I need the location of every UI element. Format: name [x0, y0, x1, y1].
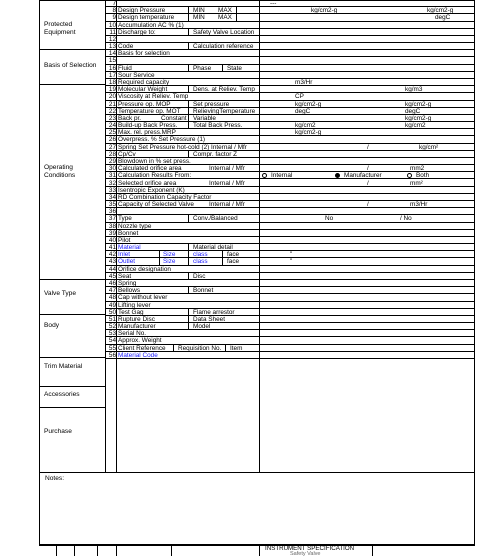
cell-divider: [259, 287, 260, 293]
section-separator: [39, 472, 475, 473]
row-24-unit-2: kg/cm2: [405, 122, 426, 130]
row-27-slash: /: [367, 143, 369, 151]
cell-divider: [259, 65, 260, 71]
row-10: [105, 22, 474, 29]
row-26: [105, 136, 474, 143]
row-21-unit-1: kg/cm2-g: [295, 100, 322, 108]
row-number: 7: [112, 0, 116, 7]
row-35: [105, 201, 474, 208]
row-27-label: Spring Set Pressure hot-cold (2) Internal / Mfr: [118, 143, 247, 151]
cell-divider: [188, 251, 189, 257]
row-number: 25: [108, 129, 116, 137]
row-35-unit: m3/Hr: [410, 201, 428, 209]
row-number: 47: [108, 287, 116, 295]
row-37-value-2: / No: [400, 215, 412, 223]
row-21-unit-2: kg/cm2-g: [405, 100, 432, 108]
row-52-label: Manufacturer: [118, 323, 156, 331]
row-48: [105, 294, 474, 301]
row-42-label: Inlet: [118, 251, 131, 259]
row-43-class: class: [193, 258, 208, 266]
cell-divider: [259, 251, 260, 257]
row-42: [105, 251, 474, 258]
row-number: 44: [108, 265, 116, 273]
cell-divider: [188, 86, 189, 92]
cell-divider: [159, 251, 160, 257]
row-32: [105, 180, 474, 187]
row-9-unit-2: degC: [435, 14, 451, 22]
row-16: [105, 65, 474, 72]
row-23-unit-2: kg/cm2-g: [405, 114, 432, 122]
row-number: 20: [108, 93, 116, 101]
row-number: 26: [108, 136, 116, 144]
cell-divider: [259, 101, 260, 107]
cell-divider: [259, 309, 260, 315]
row-53: [105, 330, 474, 337]
row-42-face: face: [227, 251, 240, 259]
row-55-item: Item: [230, 344, 243, 352]
row-22-label: Temperature op. MOT: [118, 107, 181, 115]
cell-divider: [188, 309, 189, 315]
row-number: 9: [112, 14, 116, 22]
footer-cell-1: [56, 545, 57, 556]
row-32-unit: mm²: [410, 179, 423, 187]
row-34-label: RD Combination Capacity Factor: [118, 193, 212, 201]
row-21-label: Pressure op. MOP: [118, 100, 171, 108]
row-30: [105, 165, 474, 172]
row-9-min: MIN: [193, 14, 205, 22]
row-19-sublabel: Dens. at Reliev. Temp: [193, 86, 255, 94]
cell-divider: [188, 215, 189, 221]
row-number: 23: [108, 114, 116, 122]
row-22: [105, 108, 474, 115]
row-13-label: Code: [118, 43, 134, 51]
row-number: 22: [108, 107, 116, 115]
row-56-label: Material Code: [118, 351, 158, 359]
row-37-label: Type: [118, 215, 132, 223]
cell-divider: [188, 323, 189, 329]
cell-divider: [188, 7, 189, 13]
row-number: 14: [108, 50, 116, 58]
row-53-label: Serial No.: [118, 330, 147, 338]
row-30-label: Calculated orifice area: [118, 165, 182, 173]
row-number: 49: [108, 301, 116, 309]
row-24: [105, 122, 474, 129]
row-43-mark: ": [290, 258, 293, 266]
row-49: [105, 302, 474, 309]
row-11: [105, 29, 474, 36]
row-number: 19: [108, 86, 116, 94]
row-14: [105, 50, 474, 57]
row-32-slash: /: [367, 179, 369, 187]
row-18: [105, 79, 474, 86]
row-43-label: Outlet: [118, 258, 136, 266]
row-12: [105, 36, 474, 43]
row-13: [105, 43, 474, 50]
cell-divider: [259, 86, 260, 92]
footer-cell-4: [116, 545, 117, 556]
row-number: 13: [108, 43, 116, 51]
cell-divider: [259, 43, 260, 49]
row-48-label: Cap without lever: [118, 294, 168, 302]
row-45: [105, 273, 474, 280]
row-number: 34: [108, 193, 116, 201]
cell-divider: [236, 7, 237, 13]
cell-divider: [222, 258, 223, 264]
row-28-sublabel: Compr. factor Z: [193, 150, 238, 158]
footer-cell-6: [259, 545, 260, 556]
cell-divider: [259, 258, 260, 264]
row-41-label: Material: [118, 244, 141, 252]
section-purchase: Purchase: [44, 428, 72, 435]
row-number: 45: [108, 272, 116, 280]
row-37-value-1: No: [325, 215, 334, 223]
row-number: 50: [108, 308, 116, 316]
row-25-unit-1: kg/cm2-g: [295, 129, 322, 137]
cell-divider: [259, 244, 260, 250]
row-number: 46: [108, 280, 116, 288]
cell-divider: [222, 65, 223, 71]
row-number: 16: [108, 64, 116, 72]
row-33-label: Isentropic Exponent (K): [118, 186, 185, 194]
row-40: [105, 237, 474, 244]
cell-divider: [259, 215, 260, 221]
cell-divider: [259, 29, 260, 35]
cell-divider: [188, 29, 189, 35]
row-21: [105, 101, 474, 108]
row-56: [105, 352, 474, 359]
row-17: [105, 72, 474, 79]
row-31: [105, 172, 474, 179]
row-8-label: Design Pressure: [118, 7, 166, 15]
row-18-unit-1: m3/Hr: [295, 78, 313, 86]
cell-divider: [259, 273, 260, 279]
cell-divider: [188, 273, 189, 279]
row-18-label: Required capacity: [118, 78, 170, 86]
cell-divider: [222, 251, 223, 257]
row-29-label: Blowdown in % set press.: [118, 157, 191, 165]
row-22-unit-2: degC: [405, 107, 421, 115]
row-37: [105, 215, 474, 222]
row-27: [105, 144, 474, 151]
row-number: 10: [108, 21, 116, 29]
row-40-label: Pilot: [118, 236, 131, 244]
row-43: [105, 258, 474, 265]
section-body: Body: [44, 322, 60, 329]
row-7-value: ---: [270, 0, 277, 7]
row-35-label: Capacity of Selected Valve: [118, 201, 194, 209]
row-52: [105, 323, 474, 330]
section-separator: [39, 357, 105, 358]
row-50: [105, 309, 474, 316]
row-35-slash: /: [367, 201, 369, 209]
radio-button-icon[interactable]: [335, 173, 340, 178]
row-20-unit-1: CP: [295, 93, 304, 101]
row-number: 18: [108, 78, 116, 86]
cell-divider: [259, 14, 260, 20]
row-number: 51: [108, 315, 116, 323]
footer-title: INSTRUMENT SPECIFICATION: [265, 545, 355, 552]
row-number: 17: [108, 71, 116, 79]
section-operating-conditions: Operating Conditions: [44, 164, 76, 179]
cell-divider: [188, 101, 189, 107]
row-number: 40: [108, 236, 116, 244]
row-25: [105, 129, 474, 136]
cell-divider: [259, 345, 260, 351]
row-number: 31: [108, 172, 116, 180]
row-54-label: Approx. Weight: [118, 337, 162, 345]
row-44: [105, 266, 474, 273]
calc-results-manufacturer-label: Manufacturer: [344, 172, 382, 180]
row-number: 43: [108, 258, 116, 266]
row-21-sublabel: Set pressure: [193, 100, 230, 108]
row-39: [105, 230, 474, 237]
row-number: 29: [108, 157, 116, 165]
row-23-label-2: Constant: [161, 114, 187, 122]
row-43-size: Size: [163, 258, 176, 266]
row-26-label: Overpress. % Set Pressure (1): [118, 136, 206, 144]
section-accessories: Accessories: [44, 391, 80, 398]
row-24-unit-1: kg/cm2: [295, 122, 316, 130]
cell-divider: [188, 65, 189, 71]
row-8-max: MAX: [218, 7, 232, 15]
calc-results-both-option[interactable]: [407, 172, 429, 179]
row-30-unit: mm2: [410, 165, 425, 173]
cell-divider: [259, 115, 260, 121]
row-23-label: Back pr.: [118, 114, 142, 122]
row-16-label: Fluid: [118, 64, 132, 72]
cell-divider: [188, 258, 189, 264]
row-47-label: Bellows: [118, 287, 141, 295]
row-22-sublabel: RelievingTemperature: [193, 107, 256, 115]
row-51-label: Rupture Disc: [118, 315, 155, 323]
calc-results-both-label: Both: [416, 172, 430, 180]
row-29: [105, 158, 474, 165]
row-47-sublabel: Bonnet: [193, 287, 214, 295]
row-number: 56: [108, 351, 116, 359]
row-45-label: Seat: [118, 272, 132, 280]
row-42-size: Size: [163, 251, 176, 259]
row-55-requisition: Requisition No.: [178, 344, 222, 352]
row-8: [105, 7, 474, 14]
footer-cell-7: [372, 545, 373, 556]
row-13-sublabel: Calculation reference: [193, 43, 254, 51]
cell-divider: [188, 244, 189, 250]
row-35-sublabel: Internal / Mfr: [209, 201, 245, 209]
row-50-sublabel: Flame arrestor: [193, 308, 235, 316]
row-25-label: Max. rel. press.MRP: [118, 129, 176, 137]
row-number: 39: [108, 229, 116, 237]
row-24-label: Build-up Back Press.: [118, 122, 178, 130]
row-23-sublabel: Variable: [193, 114, 216, 122]
row-24-sublabel: Total Back Press.: [193, 122, 243, 130]
cell-divider: [259, 7, 260, 13]
cell-divider: [188, 287, 189, 293]
cell-divider: [225, 345, 226, 351]
row-42-class: class: [193, 251, 208, 259]
row-number: 32: [108, 179, 116, 187]
cell-divider: [173, 345, 174, 351]
section-trim-material: Trim Material: [44, 363, 83, 370]
row-33: [105, 187, 474, 194]
row-46: [105, 280, 474, 287]
calc-results-internal-option[interactable]: [262, 172, 292, 179]
row-41: [105, 244, 474, 251]
row-number: 21: [108, 100, 116, 108]
cell-divider: [188, 151, 189, 157]
cell-divider: [159, 258, 160, 264]
row-11-label: Discharge to:: [118, 28, 156, 36]
row-51: [105, 316, 474, 323]
row-39-label: Bonnet: [118, 229, 139, 237]
row-number: 35: [108, 201, 116, 209]
section-separator: [39, 407, 105, 408]
row-number: 38: [108, 222, 116, 230]
radio-button-icon[interactable]: [407, 173, 412, 178]
row-44-label: Orifice designation: [118, 265, 171, 273]
cell-divider: [188, 43, 189, 49]
row-number: 27: [108, 143, 116, 151]
row-number: 24: [108, 122, 116, 130]
section-separator: [39, 84, 105, 85]
row-number: 36: [108, 208, 116, 216]
row-11-sublabel: Safety Valve Location: [193, 28, 255, 36]
row-14-label: Basis for selection: [118, 50, 170, 58]
row-32-sublabel: Internal / Mfr: [209, 179, 245, 187]
row-15: [105, 57, 474, 64]
cell-divider: [236, 14, 237, 20]
row-47: [105, 287, 474, 294]
row-22-unit-1: degC: [295, 107, 311, 115]
cell-divider: [259, 122, 260, 128]
row-34: [105, 194, 474, 201]
row-30-sublabel: Internal / Mfr: [209, 165, 245, 173]
row-50-label: Test Gag: [118, 308, 144, 316]
row-number: 12: [108, 35, 116, 43]
row-38: [105, 223, 474, 230]
cell-divider: [188, 122, 189, 128]
row-37-sublabel: Conv./Balanced: [193, 215, 238, 223]
row-19-unit-2: kg/m3: [405, 86, 423, 94]
radio-button-icon[interactable]: [262, 173, 267, 178]
calc-results-internal-label: Internal: [271, 172, 293, 180]
row-54: [105, 337, 474, 344]
row-31-label: Calculation Results From:: [118, 172, 192, 180]
row-45-sublabel: Disc: [193, 272, 206, 280]
row-55: [105, 345, 474, 352]
cell-divider: [188, 14, 189, 20]
row-41-sublabel: Material detail: [193, 244, 233, 252]
row-number: 53: [108, 330, 116, 338]
calc-results-manufacturer-option[interactable]: [335, 172, 382, 179]
row-number: 8: [112, 7, 116, 15]
row-number: 48: [108, 294, 116, 302]
row-23: [105, 115, 474, 122]
row-number: 41: [108, 244, 116, 252]
row-9: [105, 14, 474, 21]
row-20-label: Viscosity at Reliev. Temp: [118, 93, 189, 101]
row-32-label: Selected orifice area: [118, 179, 177, 187]
footer-divider: [39, 545, 475, 557]
section-valve-type: Valve Type: [44, 290, 77, 297]
section-separator: [39, 279, 105, 280]
row-52-sublabel: Model: [193, 323, 211, 331]
row-43-face: face: [227, 258, 240, 266]
row-number: 37: [108, 215, 116, 223]
footer-cell-2: [74, 545, 75, 556]
row-number: 42: [108, 251, 116, 259]
cell-divider: [188, 115, 189, 121]
footer-subtitle: Safety Valve: [290, 551, 321, 557]
row-8-unit-1: kg/cm2-g: [311, 7, 338, 15]
row-51-sublabel: Data Sheet: [193, 315, 225, 323]
row-19: [105, 86, 474, 93]
row-number: 30: [108, 165, 116, 173]
row-36: [105, 208, 474, 215]
row-number: 33: [108, 186, 116, 194]
row-55-label: Client Reference: [118, 344, 166, 352]
section-separator: [39, 314, 105, 315]
row-30-slash: /: [367, 165, 369, 173]
row-16-state: State: [227, 64, 242, 72]
row-10-label: Accumulation AC % (1): [118, 21, 184, 29]
row-9-max: MAX: [218, 14, 232, 22]
section-basis-of-selection: Basis of Selection: [44, 62, 97, 69]
section-separator: [39, 49, 105, 50]
row-number: 54: [108, 337, 116, 345]
footer-cell-3: [97, 545, 98, 556]
row-28-label: Cp/Cv: [118, 150, 136, 158]
notes-label: Notes:: [45, 475, 65, 482]
row-number: 52: [108, 323, 116, 331]
cell-divider: [259, 316, 260, 322]
section-separator: [39, 386, 105, 387]
row-20: [105, 93, 474, 100]
row-number: 15: [108, 57, 116, 65]
row-17-label: Sour Service: [118, 71, 155, 79]
row-9-label: Design temperature: [118, 14, 175, 22]
row-8-unit-2: kg/cm2-g: [427, 7, 454, 15]
row-number: 11: [109, 28, 116, 36]
cell-divider: [259, 108, 260, 114]
row-46-label: Spring: [118, 280, 137, 288]
footer-cell-5: [171, 545, 172, 556]
row-42-mark: ": [290, 251, 293, 259]
row-19-label: Molecular Weight: [118, 86, 168, 94]
row-number: 28: [108, 150, 116, 158]
row-38-label: Nozzle type: [118, 222, 152, 230]
row-8-min: MIN: [193, 7, 205, 15]
row-28: [105, 151, 474, 158]
cell-divider: [188, 316, 189, 322]
cell-divider: [259, 323, 260, 329]
section-protected-equipment: Protected Equipment: [44, 21, 76, 36]
row-7: [105, 0, 474, 7]
cell-divider: [188, 108, 189, 114]
row-27-unit: kg/cm²: [419, 143, 439, 151]
row-49-label: Lifting lever: [118, 301, 151, 309]
cell-divider: [259, 151, 260, 157]
row-16-phase: Phase: [193, 64, 212, 72]
row-number: 55: [108, 344, 116, 352]
